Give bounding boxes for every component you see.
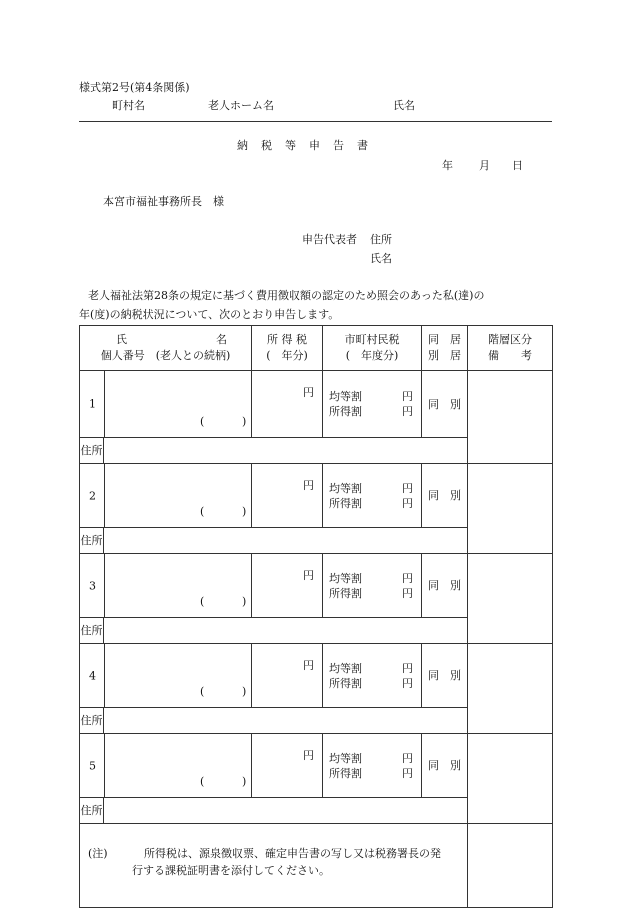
note-right-cell xyxy=(468,824,553,908)
address-field[interactable] xyxy=(104,618,468,644)
paren-close: ) xyxy=(242,415,247,428)
header-rule xyxy=(79,121,552,122)
note-line1: 所得税は、源泉徴収票、確定申告書の写し又は税務署長の発 xyxy=(144,846,441,860)
yen-unit: 円 xyxy=(303,569,314,582)
address-label: 住所 xyxy=(80,438,104,464)
yen-unit: 円 xyxy=(303,659,314,672)
date-year: 年 xyxy=(442,159,453,172)
header-name xyxy=(80,326,252,371)
paren-open: ( xyxy=(200,415,205,428)
name-cell[interactable] xyxy=(80,644,252,708)
living-status-cell[interactable]: 同 別 xyxy=(422,644,468,708)
address-label: 住所 xyxy=(80,618,104,644)
resident-tax-cell[interactable]: 均等割 円 所得割 円 xyxy=(323,371,422,438)
date-day: 日 xyxy=(512,159,523,172)
paren-open: ( xyxy=(200,775,205,788)
declarant-name-label: 氏名 xyxy=(370,252,392,265)
address-field[interactable] xyxy=(104,798,468,824)
page-title: 納 税 等 申 告 書 xyxy=(237,139,369,152)
class-cell[interactable] xyxy=(468,554,553,644)
declarant-address-label: 住所 xyxy=(370,233,392,246)
address-field[interactable] xyxy=(104,438,468,464)
yen-unit: 円 xyxy=(303,749,314,762)
class-cell[interactable] xyxy=(468,734,553,824)
header-class: 階層区分 備 考 xyxy=(468,326,553,371)
address-label: 住所 xyxy=(80,528,104,554)
header-name-char2: 名 xyxy=(216,333,227,346)
declarant-label: 申告代表者 xyxy=(302,233,357,246)
living-status-cell[interactable]: 同 別 xyxy=(422,371,468,438)
income-tax-cell[interactable] xyxy=(252,644,323,708)
body-text-line2: 年(度)の納税状況について、次のとおり申告します。 xyxy=(79,308,340,321)
home-label: 老人ホーム名 xyxy=(208,99,274,112)
note-label: (注) xyxy=(88,846,108,860)
name-cell[interactable] xyxy=(80,464,252,528)
paren-open: ( xyxy=(200,685,205,698)
table-row xyxy=(80,464,553,528)
address-label: 住所 xyxy=(80,708,104,734)
class-cell[interactable] xyxy=(468,464,553,554)
name-label: 氏名 xyxy=(393,99,415,112)
resident-tax-cell[interactable]: 均等割 円 所得割 円 xyxy=(323,464,422,528)
header-name-char1: 氏 xyxy=(116,333,127,346)
resident-tax-cell[interactable]: 均等割 円 所得割 円 xyxy=(323,734,422,798)
income-tax-cell[interactable] xyxy=(252,464,323,528)
yen-unit: 円 xyxy=(303,386,314,399)
class-cell[interactable] xyxy=(468,371,553,464)
address-field[interactable] xyxy=(104,708,468,734)
income-tax-cell[interactable] xyxy=(252,734,323,798)
row-number: 1 xyxy=(89,397,96,411)
header-living: 同 居 別 居 xyxy=(422,326,468,371)
note-row xyxy=(80,824,553,908)
income-tax-cell[interactable] xyxy=(252,554,323,618)
address-field[interactable] xyxy=(104,528,468,554)
living-status-cell[interactable]: 同 別 xyxy=(422,464,468,528)
table-row xyxy=(80,644,553,708)
paren-open: ( xyxy=(200,505,205,518)
name-cell[interactable] xyxy=(80,554,252,618)
class-cell[interactable] xyxy=(468,644,553,734)
date-month: 月 xyxy=(479,159,490,172)
row-number: 2 xyxy=(89,489,96,502)
addressee: 本宮市福祉事務所長 様 xyxy=(103,195,224,208)
tax-declaration-table xyxy=(79,325,553,908)
paren-close: ) xyxy=(242,775,247,788)
header-income-tax: 所 得 税 ( 年分) xyxy=(252,326,323,371)
name-cell[interactable] xyxy=(80,734,252,798)
table-header-row xyxy=(80,326,553,371)
row-number: 4 xyxy=(89,669,96,682)
municipality-label: 町村名 xyxy=(112,99,145,112)
form-number: 様式第2号(第4条関係) xyxy=(79,81,190,94)
paren-close: ) xyxy=(242,505,247,518)
paren-open: ( xyxy=(200,595,205,608)
paren-close: ) xyxy=(242,595,247,608)
living-status-cell[interactable]: 同 別 xyxy=(422,734,468,798)
table-row xyxy=(80,734,553,798)
name-cell[interactable] xyxy=(80,371,252,438)
income-tax-cell[interactable] xyxy=(252,371,323,438)
table-row xyxy=(80,554,553,618)
body-text-line1: 老人福祉法第28条の規定に基づく費用徴収額の認定のため照会のあった私(達)の xyxy=(88,289,485,302)
header-mynumber: 個人番号 (老人との続柄) xyxy=(100,349,231,362)
paren-close: ) xyxy=(242,685,247,698)
table-row xyxy=(80,371,553,438)
row-number: 5 xyxy=(89,759,96,772)
resident-tax-cell[interactable]: 均等割 円 所得割 円 xyxy=(323,554,422,618)
address-label: 住所 xyxy=(80,798,104,824)
note-line2: 行する課税証明書を添付してください。 xyxy=(132,863,330,877)
row-number: 3 xyxy=(89,579,96,592)
note-cell xyxy=(80,824,468,908)
header-resident-tax: 市町村民税 ( 年度分) xyxy=(323,326,422,371)
living-status-cell[interactable]: 同 別 xyxy=(422,554,468,618)
resident-tax-cell[interactable]: 均等割 円 所得割 円 xyxy=(323,644,422,708)
yen-unit: 円 xyxy=(303,479,314,492)
